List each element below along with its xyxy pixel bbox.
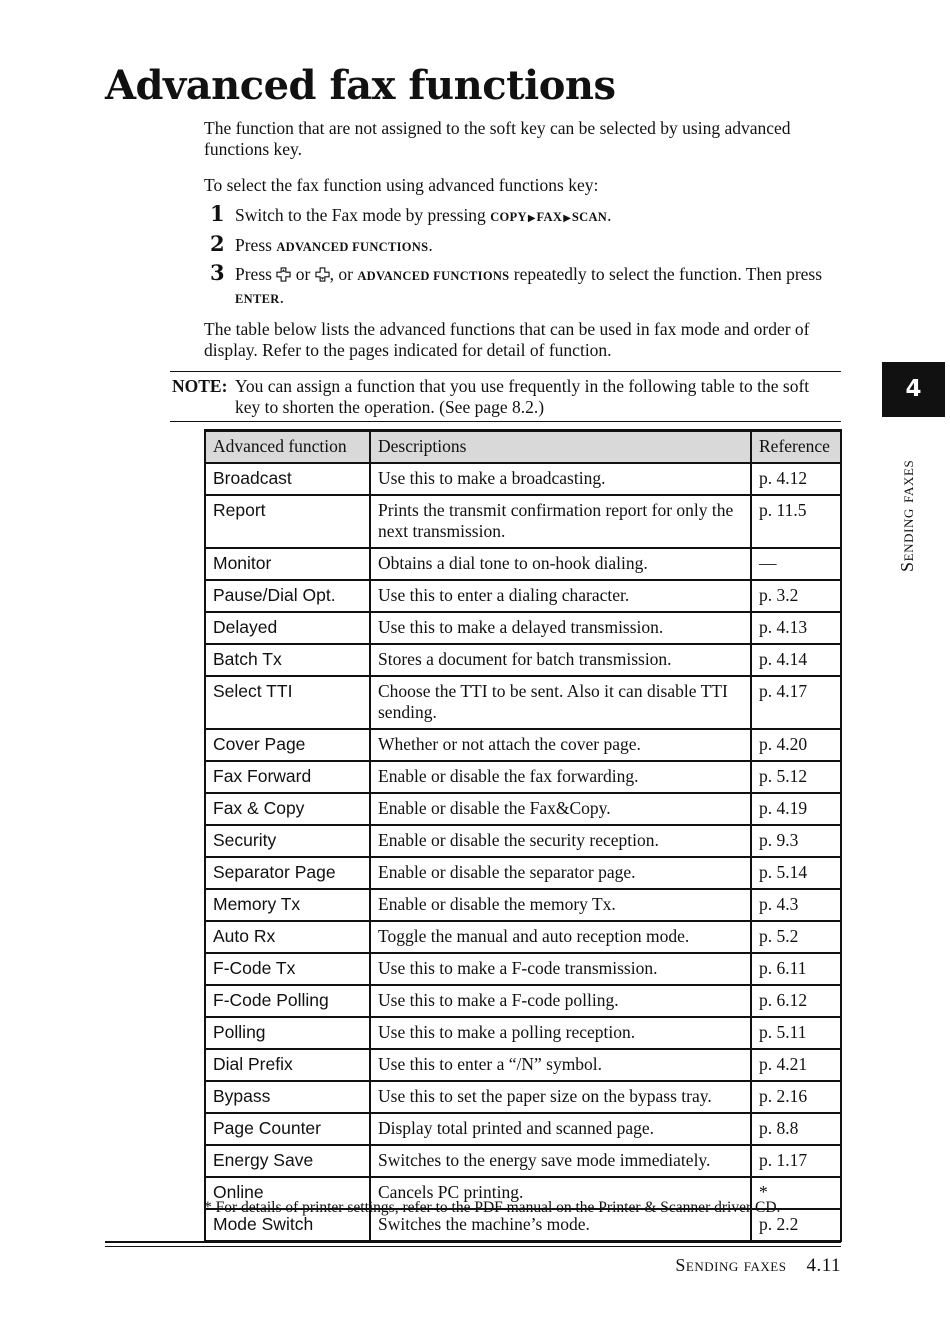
function-cell: Polling: [205, 1017, 370, 1049]
step-2: 2 Press ADVANCED FUNCTIONS.: [210, 231, 433, 256]
to-select-paragraph: To select the fax function using advanced functions key:: [204, 175, 599, 195]
reference-cell: p. 4.3: [751, 889, 841, 921]
function-cell: Separator Page: [205, 857, 370, 889]
scan-key: SCAN: [571, 210, 608, 224]
description-cell: Display total printed and scanned page.: [370, 1113, 751, 1145]
table-row: [205, 825, 841, 857]
description-cell: Cancels PC printing.: [370, 1177, 751, 1209]
reference-cell: p. 4.14: [751, 644, 841, 676]
function-cell: Security: [205, 825, 370, 857]
reference-cell: p. 6.11: [751, 953, 841, 985]
reference-cell: p. 1.17: [751, 1145, 841, 1177]
fax-key: FAX: [536, 210, 563, 224]
table-row: [205, 793, 841, 825]
intro-paragraph: The function that are not assigned to the soft key can be selected by using advanced functions key.: [204, 118, 791, 159]
advanced-functions-key: ADVANCED FUNCTIONS: [357, 269, 510, 283]
function-cell: Delayed: [205, 612, 370, 644]
description-cell: Enable or disable the security reception.: [370, 825, 751, 857]
function-cell: Pause/Dial Opt.: [205, 580, 370, 612]
table-row: [205, 1049, 841, 1081]
table-row: [205, 644, 841, 676]
advanced-functions-table: [204, 429, 842, 1242]
description-cell: Use this to make a broadcasting.: [370, 463, 751, 495]
page-footer: [675, 1255, 841, 1277]
table-row: [205, 953, 841, 985]
page-number: 4.11: [806, 1255, 841, 1276]
reference-cell: p. 2.2: [751, 1209, 841, 1241]
table-row: [205, 761, 841, 793]
header-advanced-function: Advanced function: [205, 431, 370, 464]
description-cell: Toggle the manual and auto reception mode.: [370, 921, 751, 953]
function-cell: Fax Forward: [205, 761, 370, 793]
function-cell: Broadcast: [205, 463, 370, 495]
step-3: 3 Press or , or ADVANCED FUNCTIONS repeatedly to select the function. Then press ENTER.: [210, 260, 823, 307]
function-cell: Memory Tx: [205, 889, 370, 921]
reference-cell: p. 5.2: [751, 921, 841, 953]
table-header-row: [205, 431, 841, 464]
reference-cell: p. 5.12: [751, 761, 841, 793]
reference-cell: p. 4.12: [751, 463, 841, 495]
description-cell: Switches to the energy save mode immediately.: [370, 1145, 751, 1177]
function-cell: Select TTI: [205, 676, 370, 729]
note-block: [172, 376, 832, 418]
reference-cell: p. 2.16: [751, 1081, 841, 1113]
note-text: You can assign a function that you use frequently in the following table to the soft key to shorten the operation. (See page 8.2.): [235, 376, 810, 417]
function-cell: Monitor: [205, 548, 370, 580]
description-cell: Use this to make a polling reception.: [370, 1017, 751, 1049]
description-cell: Stores a document for batch transmission.: [370, 644, 751, 676]
description-cell: Use this to enter a “/N” symbol.: [370, 1049, 751, 1081]
header-reference: Reference: [751, 431, 841, 464]
description-cell: Use this to make a F-code transmission.: [370, 953, 751, 985]
reference-cell: p. 4.21: [751, 1049, 841, 1081]
function-cell: Cover Page: [205, 729, 370, 761]
reference-cell: p. 5.11: [751, 1017, 841, 1049]
reference-cell: p. 9.3: [751, 825, 841, 857]
description-cell: Choose the TTI to be sent. Also it can disable TTI sending.: [370, 676, 751, 729]
description-cell: Use this to make a delayed transmission.: [370, 612, 751, 644]
function-cell: Bypass: [205, 1081, 370, 1113]
description-cell: Enable or disable the separator page.: [370, 857, 751, 889]
table-row: [205, 580, 841, 612]
description-cell: Use this to set the paper size on the bypass tray.: [370, 1081, 751, 1113]
description-cell: Use this to make a F-code polling.: [370, 985, 751, 1017]
side-section-label: Sending faxes: [897, 459, 917, 572]
reference-cell: p. 4.13: [751, 612, 841, 644]
footnote: * For details of printer settings, refer to the PDF manual on the Printer & Scanner driver CD.: [204, 1199, 781, 1216]
reference-cell: p. 4.19: [751, 793, 841, 825]
reference-cell: p. 8.8: [751, 1113, 841, 1145]
reference-cell: p. 11.5: [751, 495, 841, 548]
copy-key: COPY: [490, 210, 527, 224]
description-cell: Enable or disable the memory Tx.: [370, 889, 751, 921]
reference-cell: *: [751, 1177, 841, 1209]
description-cell: Enable or disable the Fax&Copy.: [370, 793, 751, 825]
reference-cell: p. 4.17: [751, 676, 841, 729]
function-cell: F-Code Polling: [205, 985, 370, 1017]
footer-rule: [105, 1241, 841, 1243]
triangle-right-icon: ▶: [527, 213, 536, 224]
nav-down-icon: [315, 267, 330, 282]
note-top-rule: [170, 371, 841, 372]
reference-cell: p. 5.14: [751, 857, 841, 889]
table-row: [205, 985, 841, 1017]
function-cell: Auto Rx: [205, 921, 370, 953]
table-intro-paragraph: The table below lists the advanced functions that can be used in fax mode and order of display. Refer to the pages indicated for detail of function.: [204, 319, 810, 360]
reference-cell: p. 4.20: [751, 729, 841, 761]
description-cell: Whether or not attach the cover page.: [370, 729, 751, 761]
function-cell: Energy Save: [205, 1145, 370, 1177]
note-bottom-rule: [170, 421, 841, 422]
advanced-functions-key: ADVANCED FUNCTIONS: [276, 240, 429, 254]
nav-up-icon: [276, 267, 291, 282]
function-cell: Online: [205, 1177, 370, 1209]
chapter-tab: 4: [882, 362, 945, 417]
table-row: [205, 729, 841, 761]
function-cell: Mode Switch: [205, 1209, 370, 1241]
table-row: [205, 1081, 841, 1113]
function-cell: Report: [205, 495, 370, 548]
function-cell: Fax & Copy: [205, 793, 370, 825]
function-cell: Batch Tx: [205, 644, 370, 676]
footer-rule-thin: [105, 1246, 841, 1247]
table-row: [205, 889, 841, 921]
function-cell: Page Counter: [205, 1113, 370, 1145]
description-cell: Obtains a dial tone to on-hook dialing.: [370, 548, 751, 580]
footer-section: Sending faxes: [675, 1255, 787, 1275]
reference-cell: —: [751, 548, 841, 580]
description-cell: Switches the machine’s mode.: [370, 1209, 751, 1241]
note-label: NOTE:: [172, 376, 228, 396]
description-cell: Prints the transmit confirmation report for only the next transmission.: [370, 495, 751, 548]
page-title: Advanced fax functions: [105, 62, 616, 109]
table-row: [205, 1017, 841, 1049]
step-1: 1 Switch to the Fax mode by pressing COPY▶FAX▶SCAN.: [210, 201, 612, 226]
table-row: [205, 495, 841, 548]
enter-key: ENTER: [235, 292, 280, 306]
table-row: [205, 612, 841, 644]
header-descriptions: Descriptions: [370, 431, 751, 464]
description-cell: Use this to enter a dialing character.: [370, 580, 751, 612]
reference-cell: p. 3.2: [751, 580, 841, 612]
function-cell: F-Code Tx: [205, 953, 370, 985]
reference-cell: p. 6.12: [751, 985, 841, 1017]
table-row: [205, 857, 841, 889]
triangle-right-icon: ▶: [563, 213, 571, 224]
table-row: [205, 463, 841, 495]
table-row: [205, 1145, 841, 1177]
table-row: [205, 676, 841, 729]
step-number: 2: [210, 231, 225, 256]
step-number: 1: [210, 201, 225, 226]
function-cell: Dial Prefix: [205, 1049, 370, 1081]
table-row: [205, 1113, 841, 1145]
table-row: [205, 548, 841, 580]
description-cell: Enable or disable the fax forwarding.: [370, 761, 751, 793]
table-row: [205, 921, 841, 953]
step-number: 3: [210, 260, 225, 285]
